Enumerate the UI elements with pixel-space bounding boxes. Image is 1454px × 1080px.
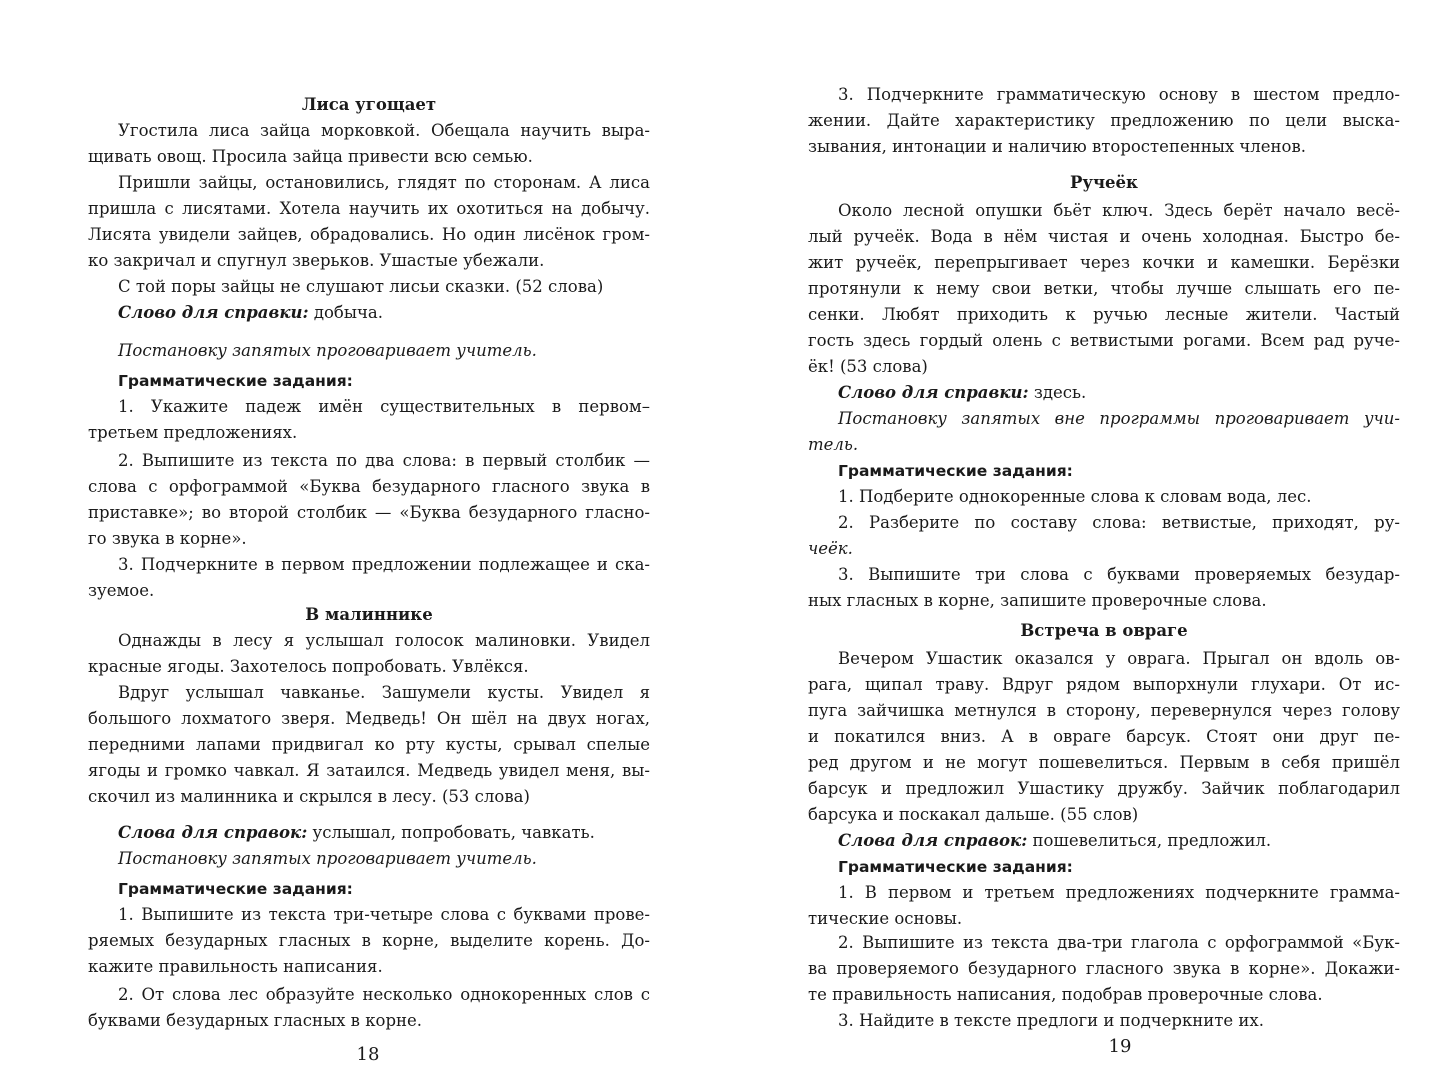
tasks-heading: Грамматические задания: [838, 462, 1073, 480]
text-line: жении. Дайте характеристику предложению по цели выска- [808, 111, 1400, 130]
text-line: Около лесной опушки бьёт ключ. Здесь берёт начало весё- [838, 201, 1400, 220]
text-line: 1. В первом и третьем предложениях подчеркните грамма- [838, 883, 1400, 902]
text-line: 2. От слова лес образуйте несколько однокоренных слов с [118, 985, 650, 1004]
reference-words: услышал, попробовать, чавкать. [307, 823, 595, 842]
text-line: третьем предложениях. [88, 423, 298, 442]
text-line: зывания, интонации и наличию второстепенных членов. [808, 137, 1307, 156]
text-line: 1. Укажите падеж имён существительных в первом– [118, 397, 650, 416]
page-number-right: 19 [1108, 1036, 1132, 1057]
text-line: 1. Выпишите из текста три-четыре слова с буквами прове- [118, 905, 650, 924]
text-line: пуга зайчишка метнулся в сторону, перевернулся через голову [808, 701, 1400, 720]
text-line: Вдруг услышал чавканье. Зашумели кусты. Увидел я [118, 683, 650, 702]
text-line: С той поры зайцы не слушают лисьи сказки. (52 слова) [118, 277, 604, 296]
text-line: скочил из малинника и скрылся в лесу. (53 слова) [88, 787, 530, 806]
text-line: 3. Найдите в тексте предлоги и подчеркните их. [838, 1011, 1264, 1030]
text-line: 1. Подберите однокоренные слова к словам вода, лес. [838, 487, 1312, 506]
text-line: ягоды и громко чавкал. Я затаился. Медведь увидел меня, вы- [88, 761, 650, 780]
text-line: 2. Выпишите из текста два-три глагола с орфограммой «Бук- [838, 933, 1400, 952]
text-line: лый ручеёк. Вода в нём чистая и очень холодная. Быстро бе- [808, 227, 1400, 246]
text-line: 2. Выпишите из текста по два слова: в первый столбик — [118, 451, 650, 470]
text-line: Вечером Ушастик оказался у оврага. Прыгал он вдоль ов- [838, 649, 1400, 668]
text-line: красные ягоды. Захотелось попробовать. Увлёкся. [88, 657, 529, 676]
section-heading: В малиннике [305, 605, 433, 624]
text-line: тель. [808, 435, 859, 454]
reference-words-line [88, 820, 650, 846]
text-line: сенки. Любят приходить к ручью лесные жители. Частый [808, 305, 1400, 324]
reference-label: Слово для справки: [118, 303, 309, 322]
text-line: тические основы. [808, 909, 963, 928]
text-line: Постановку запятых вне программы проговаривает учи- [838, 409, 1400, 428]
text-line: го звука в корне». [88, 529, 247, 548]
text-line: кажите правильность написания. [88, 957, 383, 976]
text-line: Постановку запятых проговаривает учитель. [118, 849, 537, 868]
text-line: 3. Подчеркните грамматическую основу в шестом предло- [838, 85, 1400, 104]
text-line: зуемое. [88, 581, 155, 600]
page-number-left: 18 [356, 1044, 380, 1065]
text-line: чеёк. [808, 539, 853, 558]
reference-words: здесь. [1028, 383, 1087, 402]
section-heading: Ручеёк [1070, 173, 1138, 192]
text-line: 3. Подчеркните в первом предложении подлежащее и ска- [118, 555, 650, 574]
tasks-heading: Грамматические задания: [118, 880, 353, 898]
text-line: Лисята увидели зайцев, обрадовались. Но один лисёнок гром- [88, 225, 650, 244]
text-line: приставке»; во второй столбик — «Буква безударного гласно- [88, 503, 650, 522]
text-line: Пришли зайцы, остановились, глядят по сторонам. А лиса [118, 173, 650, 192]
text-line: барсук и предложил Ушастику дружбу. Зайчик поблагодарил [808, 779, 1400, 798]
section-heading: Встреча в овраге [1020, 621, 1188, 640]
text-line: 3. Выпишите три слова с буквами проверяемых безудар- [838, 565, 1400, 584]
reference-label: Слова для справок: [838, 831, 1028, 850]
text-line: барсука и поскакал дальше. (55 слов) [808, 805, 1139, 824]
left-page [88, 0, 650, 1080]
text-line: жит ручеёк, перепрыгивает через кочки и камешки. Берёзки [808, 253, 1400, 272]
text-line: буквами безударных гласных в корне. [88, 1011, 423, 1030]
text-line: слова с орфограммой «Буква безударного гласного звука в [88, 477, 650, 496]
text-line: протянули к нему свои ветки, чтобы лучше слышать его пе- [808, 279, 1400, 298]
reference-words: пошевелиться, предложил. [1027, 831, 1272, 850]
reference-words-line [808, 380, 1400, 406]
text-line: гость здесь гордый олень с ветвистыми рогами. Всем рад руче- [808, 331, 1400, 350]
tasks-heading: Грамматические задания: [838, 858, 1073, 876]
text-line: Угостила лиса зайца морковкой. Обещала научить выра- [118, 121, 650, 140]
text-line: ва проверяемого безударного гласного звука в корне». Докажи- [808, 959, 1400, 978]
reference-words: добыча. [308, 303, 383, 322]
text-line: ряемых безударных гласных в корне, выделите корень. До- [88, 931, 650, 950]
reference-label: Слова для справок: [118, 823, 308, 842]
text-line: и покатился вниз. А в овраге барсук. Стоят они друг пе- [808, 727, 1400, 746]
text-line: ных гласных в корне, запишите проверочные слова. [808, 591, 1267, 610]
text-line: пришла с лисятами. Хотела научить их охотиться на добычу. [88, 199, 650, 218]
text-line: Однажды в лесу я услышал голосок малиновки. Увидел [118, 631, 650, 650]
text-line: щивать овощ. Просила зайца привести всю семью. [88, 147, 533, 166]
tasks-heading: Грамматические задания: [118, 372, 353, 390]
section-heading: Лиса угощает [301, 95, 437, 114]
right-page [808, 0, 1400, 1080]
text-line: 2. Разберите по составу слова: ветвистые, приходят, ру- [838, 513, 1400, 532]
reference-label: Слово для справки: [838, 383, 1029, 402]
reference-words-line [808, 828, 1400, 854]
text-line: ред другом и не могут пошевелиться. Первым в себя пришёл [808, 753, 1400, 772]
text-line: ко закричал и спугнул зверьков. Ушастые убежали. [88, 251, 545, 270]
text-line: те правильность написания, подобрав проверочные слова. [808, 985, 1323, 1004]
text-line: ёк! (53 слова) [808, 357, 928, 376]
text-line: передними лапами придвигал ко рту кусты, срывал спелые [88, 735, 650, 754]
reference-words-line [88, 300, 650, 326]
text-line: рага, щипал траву. Вдруг рядом выпорхнули глухари. От ис- [808, 675, 1400, 694]
text-line: Постановку запятых проговаривает учитель. [118, 341, 537, 360]
text-line: большого лохматого зверя. Медведь! Он шёл на двух ногах, [88, 709, 650, 728]
